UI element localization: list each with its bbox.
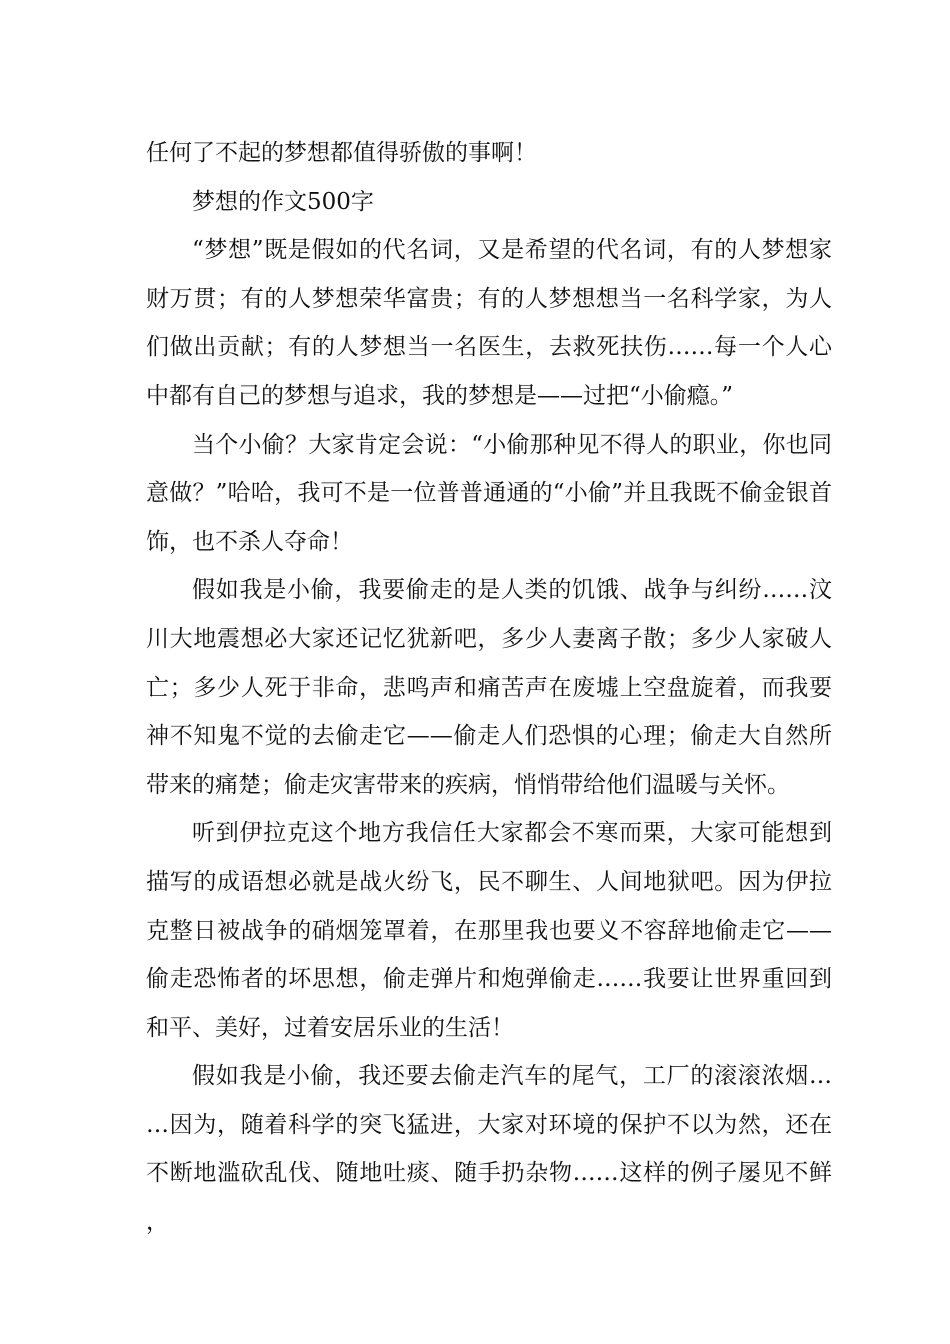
paragraph-iraq: 听到伊拉克这个地方我信任大家都会不寒而栗，大家可能想到描写的成语想必就是战火纷飞，民不聊生、人间地狱吧。因为伊拉克整日被战争的硝烟笼罩着，在那里我也要义不容辞地偷走它——偷走恐怖者的坏思想，偷走弹片和炮弹偷走……我要让世界重回到和平、美好，过着安居乐业的生活！ [146, 820, 832, 1041]
paragraph-steal-hunger: 假如我是小偷，我要偷走的是人类的饥饿、战争与纠纷……汶川大地震想必大家还记忆犹新吧，多少人妻离子散；多少人家破人亡；多少人死于非命，悲鸣声和痛苦声在废墟上空盘旋着，而我要神不知鬼不觉的去偷走它——偷走人们恐惧的心理；偷走大自然所带来的痛楚；偷走灾害带来的疾病，悄悄带给他们温暖与关怀。 [146, 577, 832, 798]
paragraph-thief-question: 当个小偷？大家肯定会说：“小偷那种见不得人的职业，你也同意做？”哈哈，我可不是一位普普通通的“小偷”并且我既不偷金银首饰，也不杀人夺命！ [146, 431, 832, 555]
essay-title: 梦想的作文500字 [192, 188, 374, 215]
paragraph-pollution: 假如我是小偷，我还要去偷走汽车的尾气，工厂的滚滚浓烟……因为，随着科学的突飞猛进，大家对环境的保护不以为然，还在不断地滥砍乱伐、随地吐痰、随手扔杂物……这样的例子屡见不鲜， [146, 1063, 832, 1236]
paragraph-dream-intro: “梦想”既是假如的代名词，又是希望的代名词，有的人梦想家财万贯；有的人梦想荣华富贵；有的人梦想想当一名科学家，为人们做出贡献；有的人梦想当一名医生，去救死扶伤……每一个人心中都有自己的梦想与追求，我的梦想是——过把“小偷瘾。” [146, 237, 832, 409]
paragraph-closing-line: 任何了不起的梦想都值得骄傲的事啊！ [146, 140, 537, 166]
essay-body [146, 129, 832, 1247]
